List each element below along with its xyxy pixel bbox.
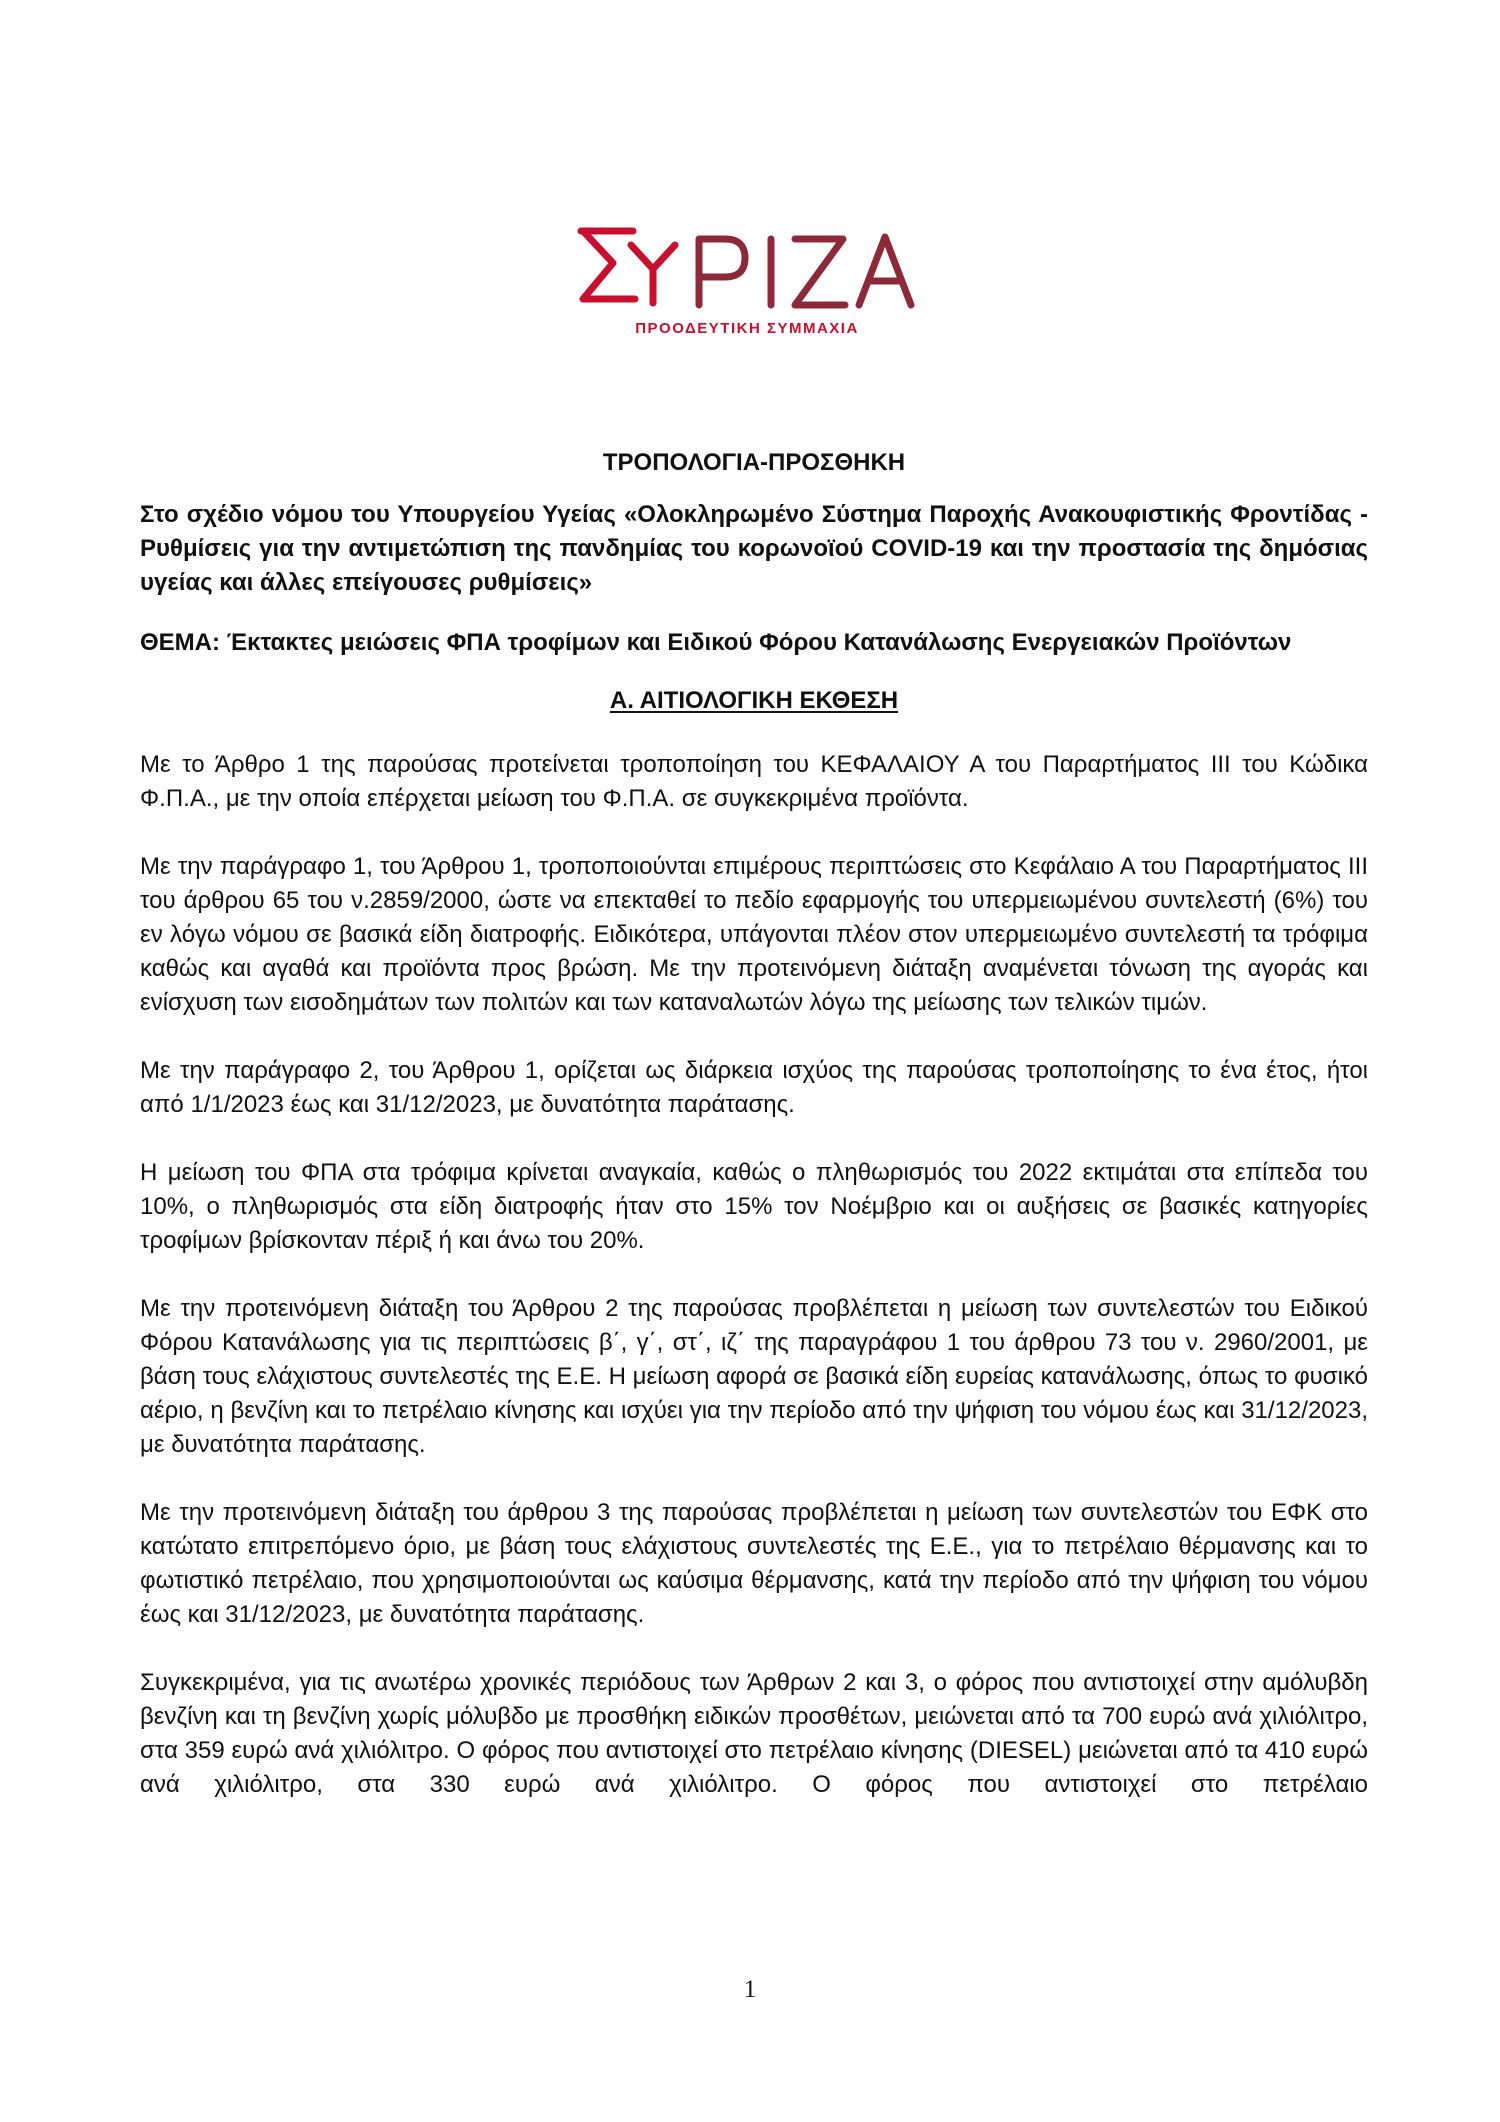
document-body — [140, 446, 1368, 1836]
document-subject: ΘΕΜΑ: Έκτακτες μειώσεις ΦΠΑ τροφίμων και Ειδικού Φόρου Κατανάλωσης Ενεργειακών Προϊόντων — [140, 629, 1292, 656]
paragraph: Η μείωση του ΦΠΑ στα τρόφιμα κρίνεται αναγκαία, καθώς ο πληθωρισμός του 2022 εκτιμάται στα επίπεδα του 10%, ο πληθωρισμός στα είδη διατροφής ήταν στο 15% τον Νοέμβριο και οι αυξήσεις σε βασικές κατηγορίες τροφίμων βρίσκονταν πέριξ ή και άνω του 20%. — [140, 1159, 1368, 1254]
paragraph: Με την προτεινόμενη διάταξη του Άρθρου 2 της παρούσας προβλέπεται η μείωση των συντελεστών του Ειδικού Φόρου Κατανάλωσης για τις περιπτώσεις β΄, γ΄, στ΄, ιζ΄ της παραγράφου 1 του άρθρου 73 του ν. 2960/2001, με βάση τους ελάχιστους συντελεστές της Ε.Ε. Η μείωση αφορά σε βασικά είδη ευρείας κατανάλωσης, όπως το φυσικό αέριο, η βενζίνη και το πετρέλαιο κίνησης και ισχύει για την περίοδο από την ψήφιση του νόμου έως και 31/12/2023, με δυνατότητα παράτασης. — [140, 1295, 1368, 1458]
logo-tagline: ΠΡΟΟΔΕΥΤΙΚΗ ΣΥΜΜΑΧΙΑ — [635, 320, 859, 337]
paragraph: Συγκεκριμένα, για τις ανωτέρω χρονικές περιόδους των Άρθρων 2 και 3, ο φόρος που αντιστοιχεί στην αμόλυβδη βενζίνη και τη βενζίνη χωρίς μόλυβδο με προσθήκη ειδικών προσθέτων, μειώνεται από τα 700 ευρώ ανά χιλιόλιτρο, στα 359 ευρώ ανά χιλιόλιτρο. Ο φόρος που αντιστοιχεί στο πετρέλαιο κίνησης (DIESEL) μειώνεται από τα 410 ευρώ ανά χιλιόλιτρο, στα 330 ευρώ ανά χιλιόλιτρο. Ο φόρος που αντιστοιχεί στο πετρέλαιο — [140, 1669, 1368, 1798]
syriza-logo-icon — [575, 225, 925, 340]
section-heading: Α. ΑΙΤΙΟΛΟΓΙΚΗ ΕΚΘΕΣΗ — [609, 687, 899, 714]
page-number: 1 — [743, 1976, 757, 2003]
document-title: ΤΡΟΠΟΛΟΓΙΑ-ΠΡΟΣΘΗΚΗ — [602, 449, 906, 476]
paragraph: Με την προτεινόμενη διάταξη του άρθρου 3 της παρούσας προβλέπεται η μείωση των συντελεστών του ΕΦΚ στο κατώτατο επιτρεπόμενο όριο, με βάση τους ελάχιστους συντελεστές της Ε.Ε., για το πετρέλαιο θέρμανσης και το φωτιστικό πετρέλαιο, που χρησιμοποιούνται ως καύσιμα θέρμανσης, κατά την περίοδο από την ψήφιση του νόμου έως και 31/12/2023, με δυνατότητα παράτασης. — [140, 1499, 1368, 1628]
paragraph: Με την παράγραφο 2, του Άρθρου 1, ορίζεται ως διάρκεια ισχύος της παρούσας τροποποίησης το ένα έτος, ήτοι από 1/1/2023 έως και 31/12/2023, με δυνατότητα παράτασης. — [140, 1057, 1368, 1118]
paragraph: Με το Άρθρο 1 της παρούσας προτείνεται τροποποίηση του ΚΕΦΑΛΑΙΟΥ Α του Παραρτήματος ΙΙΙ του Κώδικα Φ.Π.Α., με την οποία επέρχεται μείωση του Φ.Π.Α. σε συγκεκριμένα προϊόντα. — [140, 751, 1368, 812]
syriza-logo-graphic — [575, 225, 925, 340]
document-lead: Στο σχέδιο νόμου του Υπουργείου Υγείας «Ολοκληρωμένο Σύστημα Παροχής Ανακουφιστικής Φροντίδας - Ρυθμίσεις για την αντιμετώπιση της πανδημίας του κορωνοϊού COVID-19 και την προστασία της δημόσιας υγείας και άλλες επείγουσες ρυθμίσεις» — [140, 501, 1368, 596]
paragraph: Με την παράγραφο 1, του Άρθρου 1, τροποποιούνται επιμέρους περιπτώσεις στο Κεφάλαιο Α του Παραρτήματος ΙΙΙ του άρθρου 65 του ν.2859/2000, ώστε να επεκταθεί το πεδίο εφαρμογής του υπερμειωμένου συντελεστή (6%) του εν λόγω νόμου σε βασικά είδη διατροφής. Ειδικότερα, υπάγονται πλέον στον υπερμειωμένο συντελεστή τα τρόφιμα καθώς και αγαθά και προϊόντα προς βρώση. Με την προτεινόμενη διάταξη αναμένεται τόνωση της αγοράς και ενίσχυση των εισοδημάτων των πολιτών και των καταναλωτών λόγω της μείωσης των τελικών τιμών. — [140, 853, 1368, 1016]
